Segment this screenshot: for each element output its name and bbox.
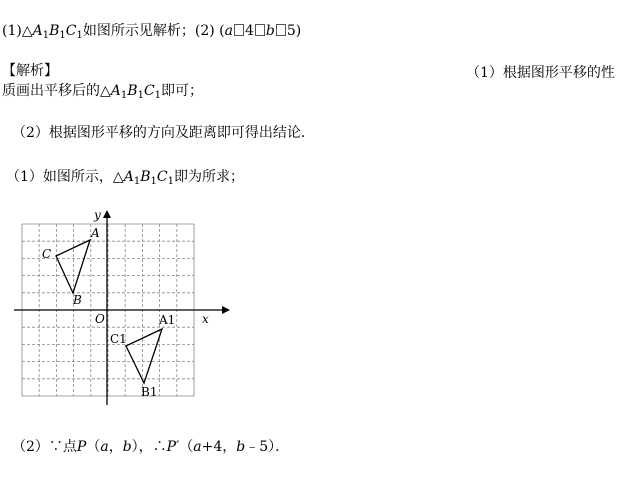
triangle-abc xyxy=(56,240,90,293)
subscript: 1 xyxy=(154,90,162,101)
vertex-c: C xyxy=(143,83,155,99)
label-b: B xyxy=(73,293,82,307)
solution-text: （1）如图所示， xyxy=(6,169,113,185)
var-a: a xyxy=(193,439,202,455)
triangle-symbol: △ xyxy=(100,83,111,99)
label-c: C xyxy=(42,247,52,261)
analysis-text: 质画出平移后的 xyxy=(2,83,100,99)
missing-glyph-box xyxy=(276,24,286,36)
coordinate-figure xyxy=(0,205,240,405)
point-p-prime: P′ xyxy=(166,439,180,455)
var-b: b xyxy=(236,439,246,455)
missing-glyph-box xyxy=(255,24,265,36)
subscript: 1 xyxy=(137,90,144,101)
axes xyxy=(14,210,230,405)
subscript: 1 xyxy=(120,90,128,101)
analysis-text: 即可； xyxy=(161,83,204,99)
solution-text: ），∴ xyxy=(131,439,167,455)
vertex-a: A xyxy=(32,23,43,39)
label-a1: A1 xyxy=(159,313,176,327)
triangle-symbol: △ xyxy=(21,23,33,39)
vertex-a: A xyxy=(110,83,121,99)
analysis-text: （1）根据图形平移的性 xyxy=(466,65,615,81)
solution-text: ， xyxy=(108,439,123,455)
answer-line xyxy=(2,22,301,45)
analysis-part1-a xyxy=(466,64,615,82)
vertex-b: B xyxy=(49,23,60,39)
answer-text: 如图所示见解析；(2) ( xyxy=(82,23,225,39)
analysis-part1-b xyxy=(2,82,203,105)
subscript: 1 xyxy=(150,176,157,187)
part-one-marker: (1) xyxy=(2,23,22,39)
num-five: 5) xyxy=(286,23,302,39)
subscript: 1 xyxy=(133,176,141,187)
subscript: 1 xyxy=(42,30,50,41)
solution-text: （ xyxy=(86,439,101,455)
heading-text: 【解析】 xyxy=(2,63,58,79)
solution-step2 xyxy=(12,438,289,456)
vertex-c: C xyxy=(156,169,168,185)
analysis-text: （2）根据图形平移的方向及距离即可得出结论． xyxy=(12,125,315,141)
x-axis-label: x xyxy=(202,312,209,326)
vertex-b: B xyxy=(140,169,151,185)
var-a: a xyxy=(224,23,233,39)
var-a: a xyxy=(100,439,109,455)
x-axis-arrow-icon xyxy=(222,306,230,314)
triangle-symbol: △ xyxy=(112,169,124,185)
analysis-heading xyxy=(2,62,58,80)
vertex-a: A xyxy=(123,169,134,185)
solution-text: （2）∵点 xyxy=(12,439,77,455)
missing-glyph-box xyxy=(234,24,244,36)
solution-text: ﹣5）． xyxy=(245,439,290,455)
triangle-a1b1c1 xyxy=(126,329,162,383)
point-p: P xyxy=(76,439,87,455)
solution-text: 即为所求； xyxy=(173,169,244,185)
var-b: b xyxy=(122,439,132,455)
solution-text: （ xyxy=(179,439,194,455)
subscript: 1 xyxy=(167,176,174,187)
label-b1: B1 xyxy=(141,385,158,399)
num-four: 4 xyxy=(245,23,254,39)
analysis-part2 xyxy=(12,124,315,142)
origin-label: O xyxy=(95,312,105,326)
solution-step1 xyxy=(6,168,244,191)
solution-text: +4， xyxy=(201,439,237,455)
y-axis-arrow-icon xyxy=(103,210,111,218)
vertex-b: B xyxy=(127,83,138,99)
y-axis-label: y xyxy=(94,208,101,222)
subscript: 1 xyxy=(76,30,83,41)
label-c1: C1 xyxy=(110,332,127,346)
vertex-c: C xyxy=(65,23,77,39)
subscript: 1 xyxy=(59,30,66,41)
var-b: b xyxy=(265,23,275,39)
label-a: A xyxy=(91,226,100,240)
